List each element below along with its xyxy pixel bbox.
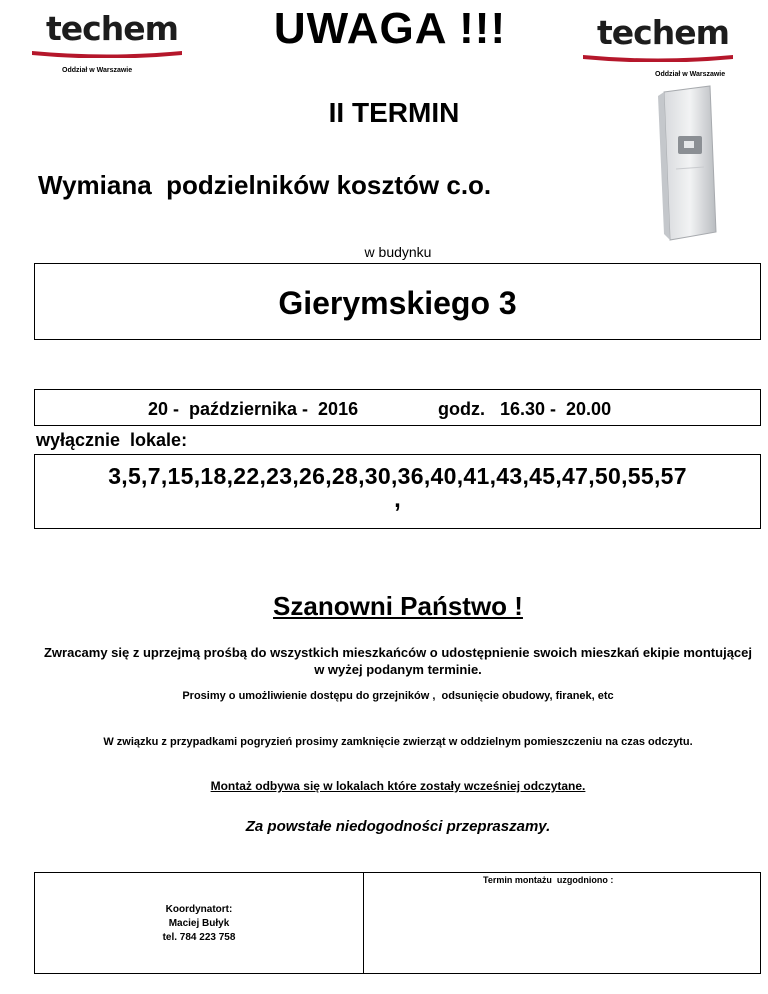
message-paragraph-4: Montaż odbywa się w lokalach które zostały wcześniej odczytane.: [210, 779, 586, 793]
address-text: Gierymskiego 3: [278, 285, 517, 321]
message-paragraph-5: Za powstałe niedogodności przepraszamy.: [245, 818, 551, 835]
greeting: Szanowni Państwo !: [273, 591, 523, 621]
schedule-date: 20 - października - 2016: [148, 399, 359, 419]
page-title: UWAGA !!!: [273, 4, 507, 53]
logo-subtitle: Oddział w Warszawie: [62, 67, 133, 74]
term-heading: II TERMIN: [328, 97, 460, 128]
schedule-box: [34, 389, 761, 426]
logo-swoosh-icon: [583, 54, 733, 62]
logo-wordmark: techem: [46, 9, 178, 48]
logo-subtitle: Oddział w Warszawie: [655, 71, 726, 78]
coordinator-label: Koordynatort:: [165, 904, 233, 915]
message-paragraph-1: Zwracamy się z uprzejmą prośbą do wszystkich mieszkańców o udostępnienie swoich mieszkań ekipie montującej w wyżej podanym terminie.: [43, 645, 752, 677]
agreed-label: Termin montażu uzgodniono :: [483, 875, 614, 885]
schedule-time: godz. 16.30 - 20.00: [438, 399, 612, 419]
techem-logo-left: [32, 9, 192, 74]
headline: Wymiana podzielników kosztów c.o.: [38, 170, 492, 200]
heat-cost-allocator-image: [650, 84, 722, 244]
address-box: [34, 263, 761, 340]
units-tail: ,: [394, 486, 401, 513]
units-list: 3,5,7,15,18,22,23,26,28,30,36,40,41,43,45,47,50,55,57: [108, 463, 687, 489]
footer-table: [34, 872, 761, 974]
logo-swoosh-icon: [32, 50, 182, 58]
techem-logo-right: [583, 13, 743, 78]
message-paragraph-3: W związku z przypadkami pogryzień prosimy zamknięcie zwierząt w oddzielnym pomieszczeniu na czas odczytu.: [103, 736, 693, 748]
building-label: w budynku: [364, 244, 432, 260]
logo-wordmark: techem: [597, 13, 729, 52]
units-box: [34, 454, 761, 529]
units-label: wyłącznie lokale:: [36, 430, 188, 450]
coordinator-block: [35, 903, 363, 945]
message-paragraph-2: Prosimy o umożliwienie dostępu do grzejników , odsunięcie obudowy, firanek, etc: [182, 690, 614, 702]
coordinator-name: Maciej Bułyk: [168, 918, 230, 929]
coordinator-phone: tel. 784 223 758: [162, 932, 236, 943]
footer-divider: [363, 873, 364, 973]
